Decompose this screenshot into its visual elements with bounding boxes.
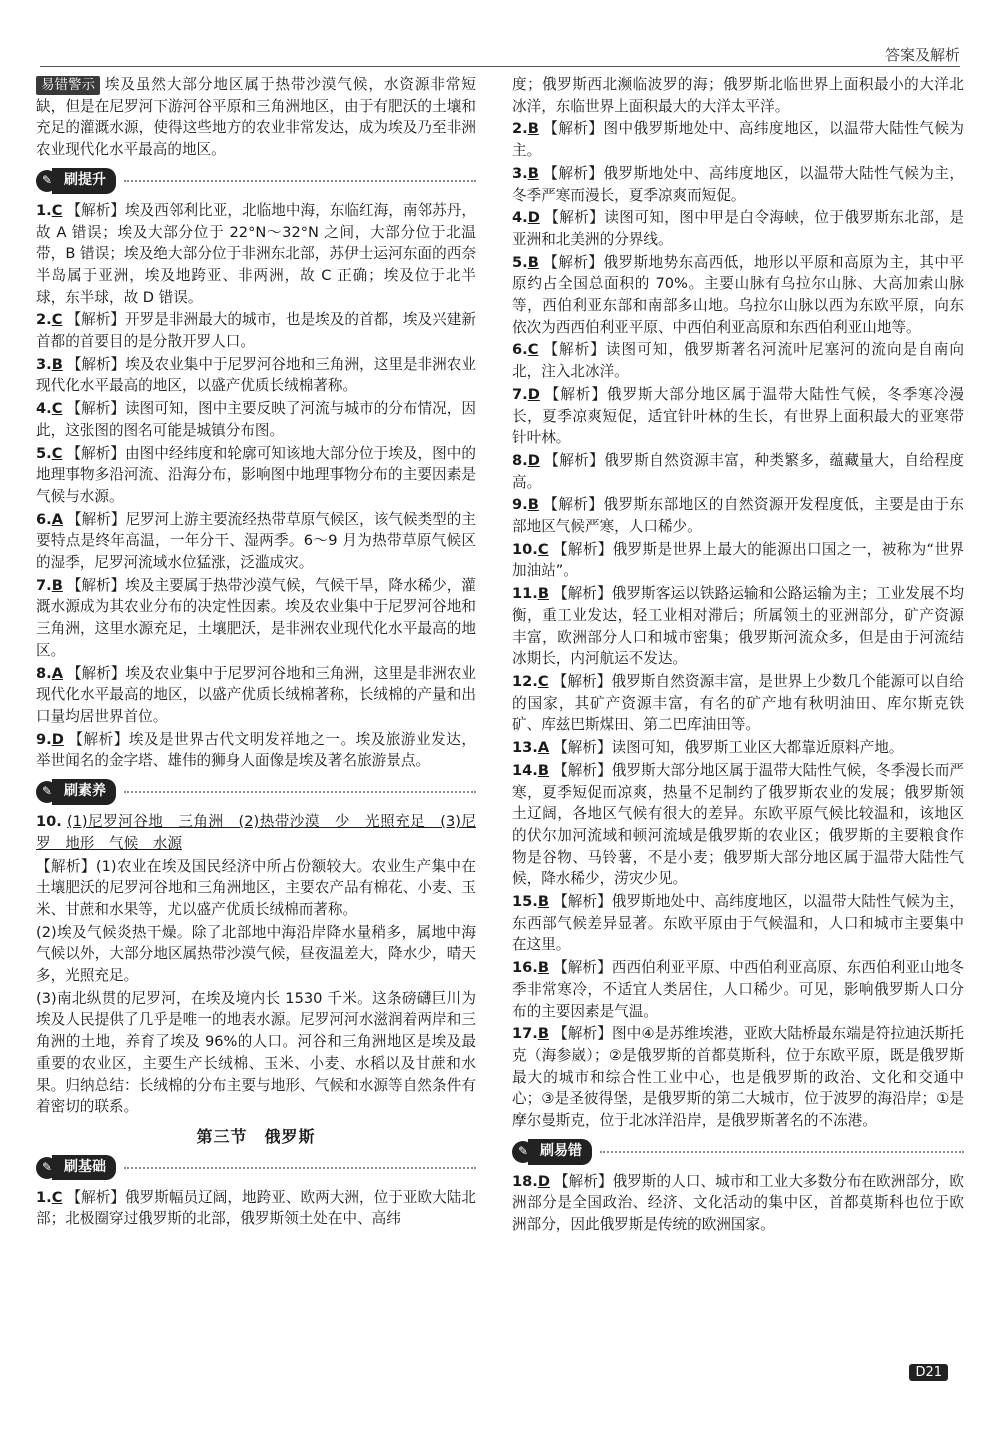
analysis-text: 【解析】读图可知，俄罗斯著名河流叶尼塞河的流向是自南向北，注入北冰洋。 [512, 341, 964, 381]
answer-letter: D [527, 451, 540, 469]
answer-item [36, 575, 476, 662]
answer-letter: B [537, 1025, 549, 1043]
answer-item [36, 1187, 476, 1230]
answer-letter: C [537, 672, 549, 690]
pencil-icon: ✎ [512, 1141, 534, 1163]
analysis-text: 【解析】读图可知，图中甲是白令海峡，位于俄罗斯东北部，是亚洲和北美洲的分界线。 [512, 209, 964, 248]
question-number: 5. [512, 253, 528, 271]
question-number: 8. [36, 664, 52, 682]
answer-item [512, 1171, 964, 1236]
analysis-text: 【解析】图中④是苏维埃港，亚欧大陆桥最东端是符拉迪沃斯托克（海参崴）；②是俄罗斯的首都莫斯科，位于东欧平原，既是俄罗斯最大的城市和综合性工业中心，也是俄罗斯的政治、文化和交通中心；③是圣彼得堡，是俄罗斯的第二大城市，位于波罗的海沿岸；①是摩尔曼斯克，位于北冰洋沿岸，是俄罗斯著名的不冻港。 [512, 1025, 964, 1130]
question-number: 7. [512, 385, 528, 403]
warning-box [36, 74, 476, 161]
answer-item [36, 663, 476, 728]
analysis-paragraph: 【解析】(1)农业在埃及国民经济中所占份额较大。农业生产集中在土壤肥沃的尼罗河谷地和三角洲地区，主要农产品有棉花、小麦、玉米、甘蔗和水果等，尤以盛产优质长绒棉而著称。 [36, 857, 476, 918]
answer-item [36, 729, 476, 772]
question-number: 10. [512, 540, 538, 558]
chapter-title: 第三节 俄罗斯 [196, 1126, 316, 1146]
pencil-icon: ✎ [36, 170, 58, 192]
question-number: 4. [36, 400, 52, 418]
section-label: 刷基础 [52, 1155, 116, 1181]
question-number: 16. [512, 959, 538, 977]
answer-letter: B [537, 761, 549, 779]
analysis-text: 【解析】俄罗斯客运以铁路运输和公路运输为主；工业发展不均衡，重工业发达，轻工业相对滞后；所属领土的亚洲部分，矿产资源丰富，欧洲部分人口和城市密集；俄罗斯河流众多，但是由于河流结冰期长，内河航运不发达。 [512, 585, 964, 668]
question-number: 3. [36, 355, 52, 373]
analysis-text: 【解析】开罗是非洲最大的城市，也是埃及的首都，埃及兴建新首都的首要目的是分散开罗人口。 [36, 311, 476, 351]
analysis-text: 【解析】埃及是世界古代文明发祥地之一。埃及旅游业发达，举世闻名的金字塔、雄伟的狮身人面像是埃及著名旅游景点。 [36, 730, 476, 770]
question-number: 8. [512, 451, 528, 469]
section-label: 刷易错 [528, 1139, 592, 1165]
analysis-text: 【解析】图中俄罗斯地处中、高纬度地区，以温带大陆性气候为主。 [512, 120, 964, 160]
analysis-text: 【解析】埃及农业集中于尼罗河谷地和三角洲，这里是非洲农业现代化水平最高的地区，以盛产优质长绒棉著称。 [36, 355, 476, 395]
answer-list-russia [512, 118, 964, 1131]
page-number: D21 [909, 1364, 948, 1381]
answer-item [36, 354, 476, 397]
analysis-text: 【解析】俄罗斯的人口、城市和工业大多数分布在欧洲部分，欧洲部分是全国政治、经济、文化活动的集中区，首都莫斯科也位于欧洲部分，因此俄罗斯是传统的欧洲国家。 [512, 1172, 964, 1234]
analysis-text: 【解析】读图可知，图中主要反映了河流与城市的分布情况，因此，这张图的图名可能是城镇分布图。 [36, 400, 476, 439]
left-column [36, 74, 476, 1231]
analysis-text: 【解析】读图可知，俄罗斯工业区大都靠近原料产地。 [553, 739, 904, 757]
analysis-text: 【解析】俄罗斯是世界上最大的能源出口国之一，被称为“世界加油站”。 [512, 540, 964, 580]
question-number: 11. [512, 585, 538, 603]
analysis-text: 【解析】俄罗斯地势东高西低，地形以平原和高原为主，其中平原约占全国总面积的 70%。主要山脉有乌拉尔山脉、大高加索山脉等，西伯利亚东部和南部多山地。乌拉尔山脉以西为东欧平原，向东依次为西西伯利亚平原、中西伯利亚高原和东西伯利亚山地等。 [512, 253, 964, 336]
answer-letter: B [527, 164, 539, 182]
analysis-text: 【解析】西西伯利亚平原、中西伯利亚高原、东西伯利亚山地冬季非常寒冷，不适宜人类居住，人口稀少。可见，影响俄罗斯人口分布的主要因素是气温。 [512, 959, 964, 1020]
question-number: 10. [36, 813, 62, 831]
answer-item [512, 891, 964, 956]
question-number: 12. [512, 672, 538, 690]
answer-item [36, 443, 476, 508]
header-divider [40, 66, 960, 67]
analysis-text: 【解析】俄罗斯东部地区的自然资源开发程度低，主要是由于东部地区气候严寒，人口稀少。 [512, 496, 964, 536]
analysis-text: 【解析】俄罗斯自然资源丰富，是世界上少数几个能源可以自给的国家，其矿产资源丰富，有名的矿产地有秋明油田、库尔斯克铁矿、库兹巴斯煤田、第二巴库油田等。 [512, 672, 964, 734]
answer-letter: D [527, 209, 540, 227]
answer-item [512, 450, 964, 493]
question-number: 9. [36, 730, 52, 748]
answer-letter: A [51, 510, 63, 528]
answer-letter: C [51, 311, 63, 329]
answer-item [36, 509, 476, 574]
answer-letter: B [537, 585, 549, 603]
answer-letter: C [51, 444, 63, 462]
section-label: 刷素养 [52, 779, 116, 805]
answer-item [512, 671, 964, 736]
pencil-icon: ✎ [36, 781, 58, 803]
section-header-basic [36, 1154, 476, 1182]
question-number: 2. [36, 311, 52, 329]
section-header-improve [36, 167, 476, 195]
dotted-divider [124, 180, 476, 182]
answer-item [512, 583, 964, 670]
answer-list-improve [36, 200, 476, 772]
answer-letter: A [537, 739, 550, 757]
question-number: 13. [512, 739, 538, 757]
answer-item [512, 957, 964, 1022]
analysis-text: 【解析】埃及西邻利比亚，北临地中海，东临红海，南邻苏丹，故 A 错误；埃及大部分位于 22°N～32°N 之间，大部分位于北温带，B 错误；埃及绝大部分位于非洲东北部，苏伊士运河东面的西奈半岛属于亚洲，埃及地跨亚、非两洲，故 C 正确；埃及位于北半球，东半球，故 D 错误。 [36, 201, 476, 306]
analysis-text: 【解析】由图中经纬度和轮廓可知该地大部分位于埃及，图中的地理事物多沿河流、沿海分布，影响图中地理事物分布的主要因素是气候与水源。 [36, 444, 476, 505]
answer-letter: B [527, 120, 539, 138]
answer-item [512, 118, 964, 161]
question-10 [36, 811, 476, 854]
answer-item [512, 207, 964, 250]
right-column [512, 74, 964, 1237]
answer-letter: D [537, 1172, 550, 1190]
answer-item [512, 339, 964, 382]
page-header: 答案及解析 [884, 46, 960, 64]
question-number: 15. [512, 893, 538, 911]
dotted-divider [600, 1151, 964, 1153]
analysis-text: 【解析】尼罗河上游主要流经热带草原气候区，该气候类型的主要特点是终年高温，一年分干、湿两季。6～9 月为热带草原气候区的湿季，尼罗河流域水位猛涨，泛滥成灾。 [36, 510, 476, 572]
question-number: 2. [512, 120, 528, 138]
answer-item [512, 1023, 964, 1132]
analysis-text: 【解析】俄罗斯大部分地区属于温带大陆性气候，冬季寒冷漫长，夏季凉爽短促，适宜针叶林的生长，有世界上面积最大的亚寒带针叶林。 [512, 385, 964, 447]
answer-letter: D [527, 385, 540, 403]
question-number: 6. [512, 341, 528, 359]
section-header-mistakes [512, 1138, 964, 1166]
answer-letter: C [51, 201, 63, 219]
analysis-text: 【解析】俄罗斯自然资源丰富，种类繁多，蕴藏量大，自给程度高。 [512, 451, 964, 491]
question-number: 4. [512, 209, 528, 227]
question-number: 14. [512, 761, 538, 779]
answer-list-basic [36, 1187, 476, 1230]
answer-letter: B [527, 496, 539, 514]
answer-letter: A [51, 664, 63, 682]
question-number: 6. [36, 510, 52, 528]
continued-text: 度；俄罗斯西北濒临波罗的海；俄罗斯北临世界上面积最小的大洋北冰洋，东临世界上面积最大的大洋太平洋。 [512, 76, 964, 115]
pencil-icon: ✎ [36, 1157, 58, 1179]
answer-item [512, 384, 964, 449]
answer-item [36, 200, 476, 309]
answer-letter: C [51, 1188, 63, 1206]
answer-letter: C [527, 341, 539, 359]
analysis-text: 【解析】俄罗斯地处中、高纬度地区，以温带大陆性气候为主，东西部气候差异显著。东欧平原由于气候温和，人口和城市主要集中在这里。 [512, 893, 964, 954]
answer-list-mistakes [512, 1171, 964, 1236]
answer-letter: D [51, 730, 64, 748]
section-label: 刷提升 [52, 168, 116, 194]
question-number: 1. [36, 201, 52, 219]
answer-letter: B [527, 253, 539, 271]
answer-item [512, 163, 964, 206]
answer-item [36, 398, 476, 441]
warning-text: 埃及虽然大部分地区属于热带沙漠气候，水资源非常短缺，但是在尼罗河下游河谷平原和三角洲地区，由于有肥沃的土壤和充足的灌溉水源，使得这些地方的农业非常发达，成为埃及乃至非洲农业现代化水平最高的地区。 [36, 76, 476, 159]
analysis-text: 【解析】俄罗斯大部分地区属于温带大陆性气候，冬季漫长而严寒，夏季短促而凉爽，热量不足制约了俄罗斯农业的发展；俄罗斯领土辽阔，各地区气候有很大的差异。东欧平原气候比较温和，该地区的伏尔加河流域和顿河流域是俄罗斯的农业区；俄罗斯的主要粮食作物是谷物、马铃薯，不是小麦；俄罗斯大部分地区属于温带大陆性气候，降水稀少，涝灾少见。 [512, 761, 964, 888]
analysis-text: 【解析】埃及主要属于热带沙漠气候，气候干旱，降水稀少，灌溉水源成为其农业分布的决定性因素。埃及农业集中于尼罗河谷地和三角洲，这里水源充足，土壤肥沃，是非洲农业现代化水平最高的地区。 [36, 576, 476, 659]
answer-letter: C [51, 400, 63, 418]
answer-letter: B [537, 893, 549, 911]
question-number: 17. [512, 1025, 538, 1043]
answer-letter: C [537, 540, 549, 558]
answer-letter: B [51, 576, 63, 594]
answer-letter: B [51, 355, 63, 373]
answer-item [512, 539, 964, 582]
analysis-text: 【解析】俄罗斯幅员辽阔，地跨亚、欧两大洲，位于亚欧大陆北部；北极圈穿过俄罗斯的北部，俄罗斯领土处在中、高纬 [36, 1188, 476, 1228]
question-number: 5. [36, 444, 52, 462]
analysis-text: 【解析】埃及农业集中于尼罗河谷地和三角洲，这里是非洲农业现代化水平最高的地区，以盛产优质长绒棉著称，长绒棉的产量和出口量均居世界首位。 [36, 664, 476, 725]
analysis-paragraph: (2)埃及气候炎热干燥。除了北部地中海沿岸降水量稍多，属地中海气候以外，大部分地区属热带沙漠气候，昼夜温差大，降水少，晴天多，光照充足。 [36, 923, 476, 985]
answer-item [512, 760, 964, 890]
dotted-divider [124, 1167, 476, 1169]
question-number: 18. [512, 1172, 538, 1190]
question-number: 1. [36, 1188, 52, 1206]
answer-letter: B [537, 959, 549, 977]
analysis-text: 【解析】俄罗斯地处中、高纬度地区，以温带大陆性气候为主，冬季严寒而漫长，夏季凉爽而短促。 [512, 164, 964, 204]
warning-tag: 易错警示 [36, 76, 100, 95]
question-number: 9. [512, 496, 528, 514]
answer-item [512, 737, 964, 759]
dotted-divider [124, 791, 476, 793]
section-header-literacy [36, 778, 476, 806]
answer-fill: (1)尼罗河谷地 三角洲 (2)热带沙漠 少 光照充足 (3)尼罗 地形 气候 水源 [36, 813, 476, 852]
question-number: 3. [512, 164, 528, 182]
analysis-paragraph: (3)南北纵贯的尼罗河，在埃及境内长 1530 千米。这条磅礴巨川为埃及人民提供了几乎是唯一的地表水源。尼罗河河水滋润着两岸和三角洲的土地，养育了埃及 96%的人口。河谷和三角洲地区是埃及最重要的农业区，主要生产长绒棉、玉米、小麦、水稻以及甘蔗和水果。归纳总结：长绒棉的分布主要与地形、气候和水源等自然条件有着密切的联系。 [36, 989, 476, 1116]
answer-item [512, 494, 964, 537]
question-number: 7. [36, 576, 52, 594]
answer-item [512, 252, 964, 339]
answer-item [36, 309, 476, 352]
